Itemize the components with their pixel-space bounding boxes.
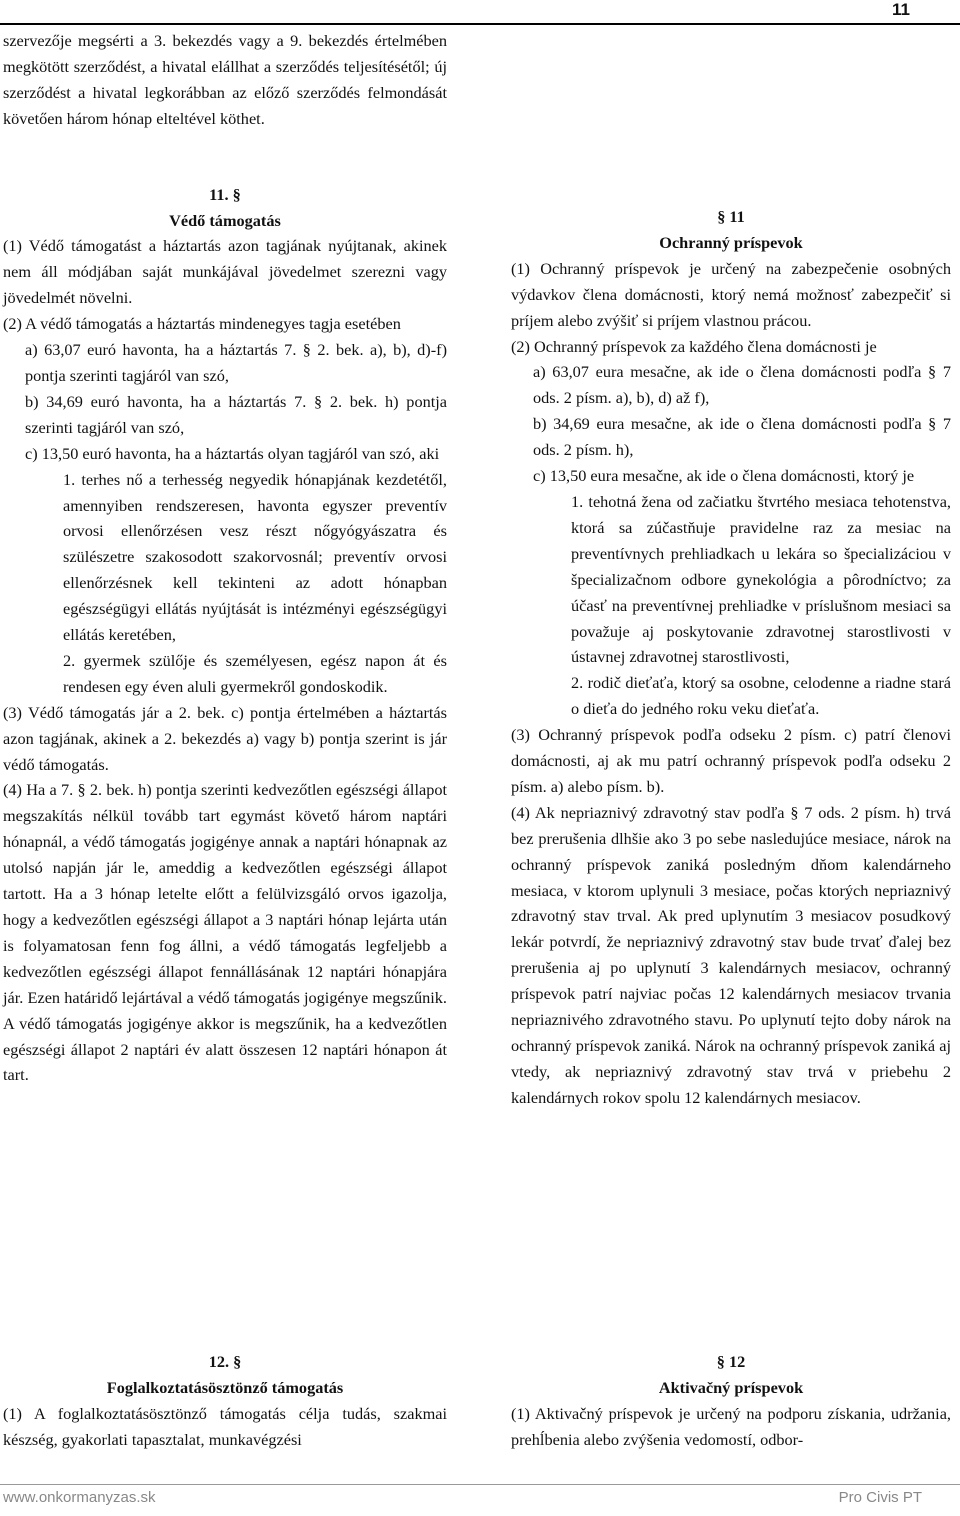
right-section-12 (511, 1349, 951, 1453)
left-paragraph-3: (3) Védő támogatás jár a 2. bek. c) pontja értelmében a háztartás azon tagjának, akinek a 2. bekezdés a) vagy b) pontja szerint is jár védő támogatás. (3, 702, 447, 774)
footer-website[interactable]: www.onkormanyzas.sk (3, 1489, 156, 1506)
left-paragraph-2a: a) 63,07 euró havonta, ha a háztartás 7. § 2. bek. a), b), d)-f) pontja szerinti tagjáról van szó, (25, 340, 447, 385)
left-intro-paragraph: szervezője megsérti a 3. bekezdés vagy a 9. bekezdés értelmében megkötött szerződést, a hivatal elállhat a szerződés teljesítésétől; új szerződést a hivatal legkorábban az előző szerződés felmondását követően három hónap elteltével köthet. (3, 31, 447, 128)
right-paragraph-3: (3) Ochranný príspevok podľa odseku 2 písm. c) patrí členovi domácnosti, aj ak mu patrí ochranný príspevok podľa odseku 2 písm. a) alebo písm. b). (511, 725, 951, 796)
left-paragraph-2c: c) 13,50 euró havonta, ha a háztartás olyan tagjáról van szó, aki (25, 443, 440, 463)
right-paragraph-2c: c) 13,50 eura mesačne, ak ide o člena domácnosti, ktorý je (533, 466, 915, 486)
left-section-12 (3, 1349, 447, 1453)
right-paragraph-2c-2: 2. rodič dieťaťa, ktorý sa osobne, celodenne a riadne stará o dieťa do jedného roku veku dieťaťa. (571, 673, 951, 719)
left-section-11-title: Védő támogatás (169, 210, 281, 230)
right-section-12-number: § 12 (716, 1352, 746, 1371)
left-section-12-paragraph-1: (1) A foglalkoztatásösztönző támogatás célja tudás, szakmai készség, gyakorlati tapasztalat, munkavégzési (3, 1403, 447, 1449)
left-section-12-title: Foglalkoztatásösztönző támogatás (106, 1377, 344, 1397)
right-paragraph-4: (4) Ak nepriaznivý zdravotný stav podľa § 7 ods. 2 písm. h) trvá bez prerušenia dlhšie ako 3 po sebe nasledujúce mesiace, nárok na ochranný príspevok zaniká posledným dňom kalendárneho mesiaca, v ktorom uplynuli 3 mesiace, počas ktorých nepriaznivý zdravotný stav trval. Ak pred uplynutím 3 mesiacov posudkový lekár potvrdí, že nepriaznivý zdravotný stav bude trvať ďalej bez prerušenia aj po uplynutí 3 kalendárnych mesiacov, ochranný príspevok patrí najviac počas 12 kalendárnych mesiacov trvania nepriaznivého zdravotného stavu. Po uplynutí tejto doby nárok na ochranný príspevok zaniká. Nárok na ochranný príspevok zaniká aj vtedy, ak nepriaznivý zdravotný stav trvá v priebehu 2 kalendárnych rokov spolu 12 kalendárnych mesiacov. (511, 802, 951, 1107)
right-section-12-paragraph-1: (1) Aktivačný príspevok je určený na podporu získania, udržania, prehĺbenia alebo zvýšenia vedomostí, odbor- (511, 1403, 951, 1449)
left-section-12-number: 12. § (208, 1352, 242, 1371)
left-paragraph-2b: b) 34,69 euró havonta, ha a háztartás 7. § 2. bek. h) pontja szerinti tagjáról van szó, (25, 391, 447, 437)
header-rule (0, 23, 960, 25)
right-section-11-number: § 11 (717, 207, 745, 226)
right-section-11-title: Ochranný príspevok (659, 232, 803, 252)
right-paragraph-2: (2) Ochranný príspevok za každého člena domácnosti je (511, 336, 877, 356)
left-paragraph-2c-2: 2. gyermek szülője és személyesen, egész napon át és rendesen egy éven aluli gyermekről gondoskodik. (63, 650, 447, 696)
left-paragraph-2c-1: 1. terhes nő a terhesség negyedik hónapjának kezdetétől, amennyiben rendszeresen, havonta egyszer preventív orvosi ellenőrzésen vesz részt nőgyógyászatra és szülészetre szakosodott szakorvosnál; preventív orvosi ellenőrzésnek kell tekinteni az adott hónapban egészségügyi ellátás nyújtását is intézményi egészségügyi ellátás keretében, (63, 469, 447, 645)
left-column (3, 28, 447, 1088)
right-column (511, 204, 951, 1111)
right-paragraph-1: (1) Ochranný príspevok je určený na zabezpečenie osobných výdavkov člena domácnosti, ktorý nemá možnosť zabezpečiť si príjem alebo zvýšiť si príjem vlastnou prácou. (511, 258, 951, 330)
right-paragraph-2b: b) 34,69 eura mesačne, ak ide o člena domácnosti podľa § 7 ods. 2 písm. h), (533, 414, 951, 460)
right-paragraph-2a: a) 63,07 eura mesačne, ak ide o člena domácnosti podľa § 7 ods. 2 písm. a), b), d) až f), (533, 362, 951, 408)
page-number: 11 (892, 0, 910, 19)
right-paragraph-2c-1: 1. tehotná žena od začiatku štvrtého mesiaca tehotenstva, ktorá sa zúčastňuje pravidelne raz za mesiac na preventívnych prehliadkach u lekára so špecializáciou v špecializačnom odbore gynekológia a pôrodníctvo; za účasť na preventívnej prehliadke v príslušnom mesiaci sa považuje aj poskytovanie zdravotnej starostlivosti v ústavnej zdravotnej starostlivosti, (571, 491, 951, 667)
left-paragraph-1: (1) Védő támogatást a háztartás azon tagjának nyújtanak, akinek nem áll módjában saját munkájával jövedelmet szerezni vagy jövedelmét növelni. (3, 236, 447, 308)
left-paragraph-4: (4) Ha a 7. § 2. bek. h) pontja szerinti kedvezőtlen egészségi állapot megszakítás nélkül tovább tart egymást követő három naptári hónapnál, a védő támogatás jogigénye annak a naptári hónapnak az utolsó napján jár le, ameddig a kedvezőtlen egészségi állapot tartott. Ha a 3 hónap letelte előtt a felülvizsgáló orvos igazolja, hogy a kedvezőtlen egészségi állapot a 3 naptári hónap lejárta után is folyamatosan fenn fog állni, a védő támogatás legfeljebb a kedvezőtlen egészségi állapot fennállásának 12 naptári hónapjára jár. Ezen határidő lejártával a védő támogatás jogigénye megszűnik. A védő támogatás jogigénye akkor is megszűnik, ha a kedvezőtlen egészségi állapot 2 naptári év alatt összesen 12 naptári hónapon át tart. (3, 780, 447, 1085)
footer-publisher: Pro Civis PT (838, 1489, 922, 1506)
right-section-12-title: Aktivačný príspevok (658, 1377, 804, 1397)
footer-rule (0, 1484, 960, 1485)
left-paragraph-2: (2) A védő támogatás a háztartás mindenegyes tagja esetében (3, 314, 401, 334)
left-section-11-number: 11. § (209, 184, 241, 204)
